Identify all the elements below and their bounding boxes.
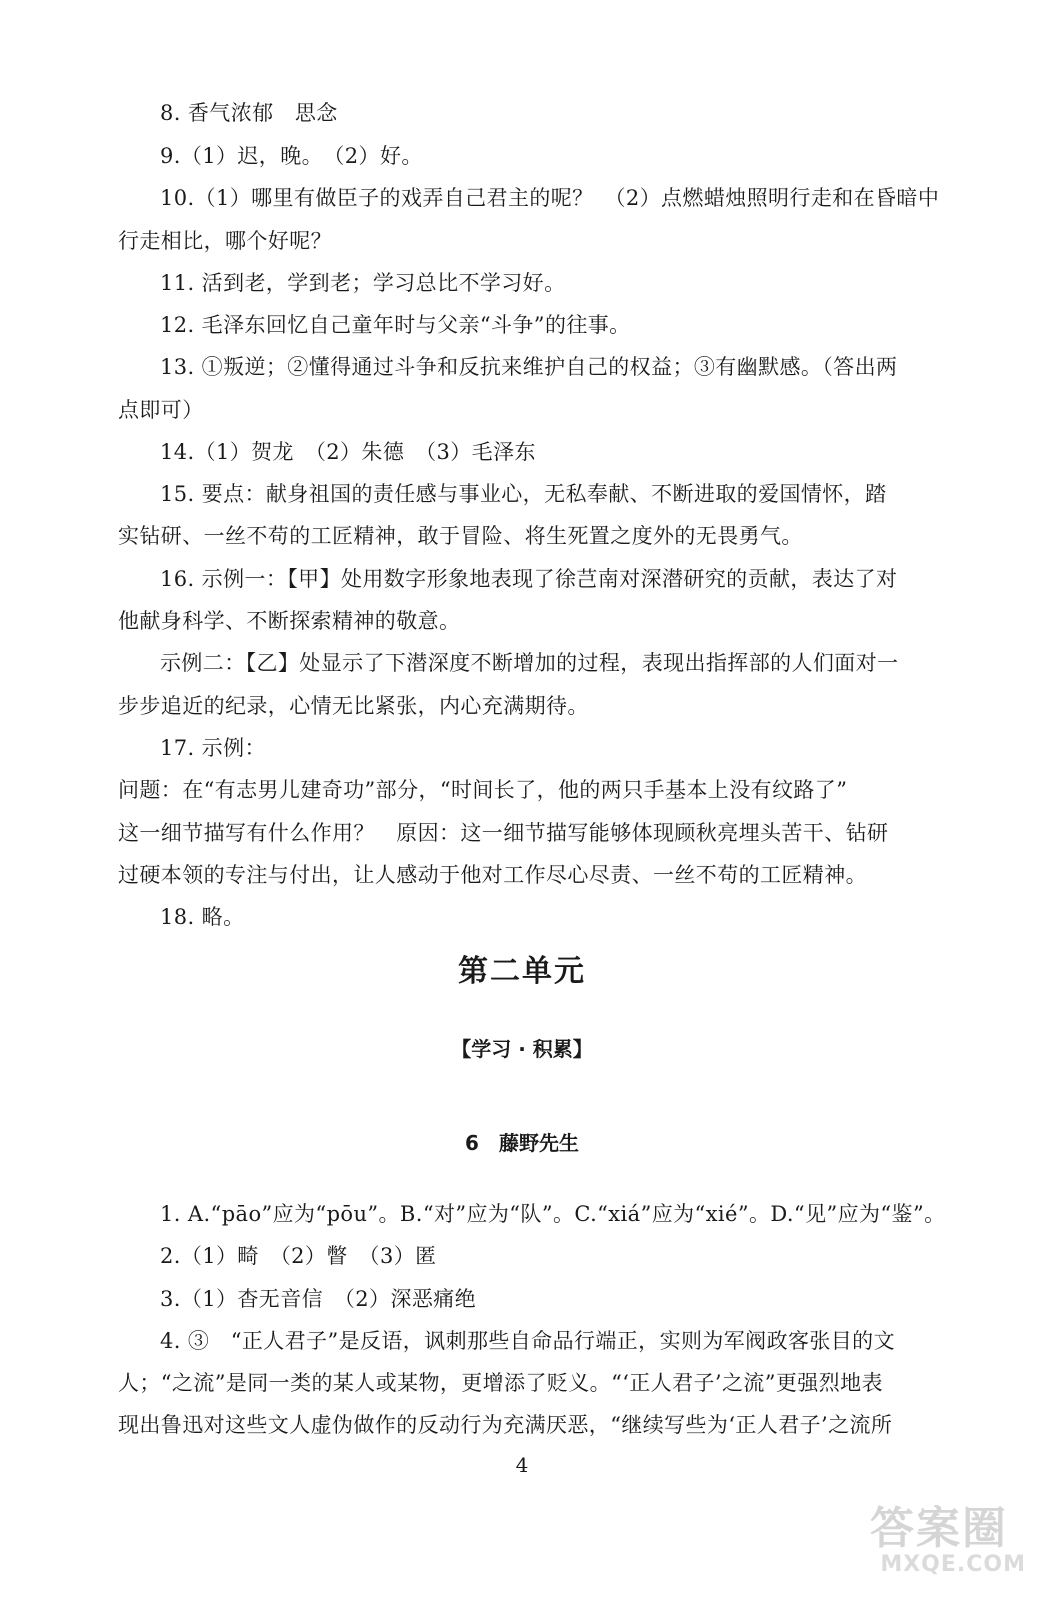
answer-line: 18. 略。 (160, 905, 245, 929)
answer-line: 实钻研、一丝不苟的工匠精神，敢于冒险、将生死置之度外的无畏勇气。 (118, 524, 803, 548)
answer-line: 13. ①叛逆；②懂得通过斗争和反抗来维护自己的权益；③有幽默感。（答出两 (160, 355, 898, 379)
answer-line: 14.（1）贺龙 （2）朱德 （3）毛泽东 (160, 440, 536, 464)
answer-line: 17. 示例： (160, 736, 266, 760)
answer-line: 11. 活到老，学到老；学习总比不学习好。 (160, 271, 566, 295)
page-number: 4 (515, 1453, 529, 1477)
watermark-url: MXQE.COM (880, 1552, 1026, 1577)
answer-line: 过硬本领的专注与付出，让人感动于他对工作尽心尽责、一丝不苟的工匠精神。 (118, 863, 867, 887)
lesson-answer-line: 3.（1）杳无音信 （2）深恶痛绝 (160, 1287, 477, 1311)
section-title: 【学习 · 积累】 (451, 1037, 593, 1061)
answer-line: 问题：在“有志男儿建奇功”部分，“时间长了，他的两只手基本上没有纹路了” (118, 778, 848, 802)
answer-line: 他献身科学、不断探索精神的敬意。 (118, 609, 461, 633)
answer-line: 12. 毛泽东回忆自己童年时与父亲“斗争”的往事。 (160, 313, 631, 337)
answer-line: 步步追近的纪录，心情无比紧张，内心充满期待。 (118, 694, 589, 718)
unit-title: 第二单元 (458, 954, 586, 989)
lesson-title: 6 藤野先生 (465, 1131, 579, 1155)
answer-line: 示例二：【乙】处显示了下潜深度不断增加的过程，表现出指挥部的人们面对一 (160, 651, 899, 675)
lesson-answer-line: 2.（1）畸 （2）瞥 （3）匿 (160, 1244, 437, 1268)
answer-line: 行走相比，哪个好呢？ (118, 229, 332, 253)
lesson-answer-line: 4. ③ “正人君子”是反语，讽刺那些自命品行端正，实则为军阀政客张目的文 (160, 1329, 895, 1353)
answer-line: 10.（1）哪里有做臣子的戏弄自己君主的呢？ （2）点燃蜡烛照明行走和在昏暗中 (160, 186, 940, 210)
answer-line: 9.（1）迟，晚。 （2）好。 (160, 144, 423, 168)
answer-line: 这一细节描写有什么作用？ 原因：这一细节描写能够体现顾秋亮埋头苦干、钻研 (118, 821, 889, 845)
watermark-logo-text: 答案圈 (870, 1503, 1008, 1554)
lesson-answer-line: 现出鲁迅对这些文人虚伪做作的反动行为充满厌恶，“继续写些为‘正人君子’之流所 (118, 1413, 893, 1437)
site-watermark (824, 1474, 1034, 1594)
answer-line: 点即可） (118, 398, 204, 422)
lesson-answer-line: 人；“之流”是同一类的某人或某物，更增添了贬义。“‘正人君子’之流”更强烈地表 (118, 1371, 883, 1395)
answer-line: 15. 要点：献身祖国的责任感与事业心，无私奉献、不断进取的爱国情怀，踏 (160, 482, 887, 506)
lesson-answer-line: 1. A.“pāo”应为“pōu”。B.“对”应为“队”。C.“xiá”应为“xié”。D.“见”应为“鉴”。 (160, 1202, 946, 1226)
answer-line: 16. 示例一：【甲】处用数字形象地表现了徐芑南对深潜研究的贡献，表达了对 (160, 567, 898, 591)
answer-line: 8. 香气浓郁 思念 (160, 101, 338, 125)
